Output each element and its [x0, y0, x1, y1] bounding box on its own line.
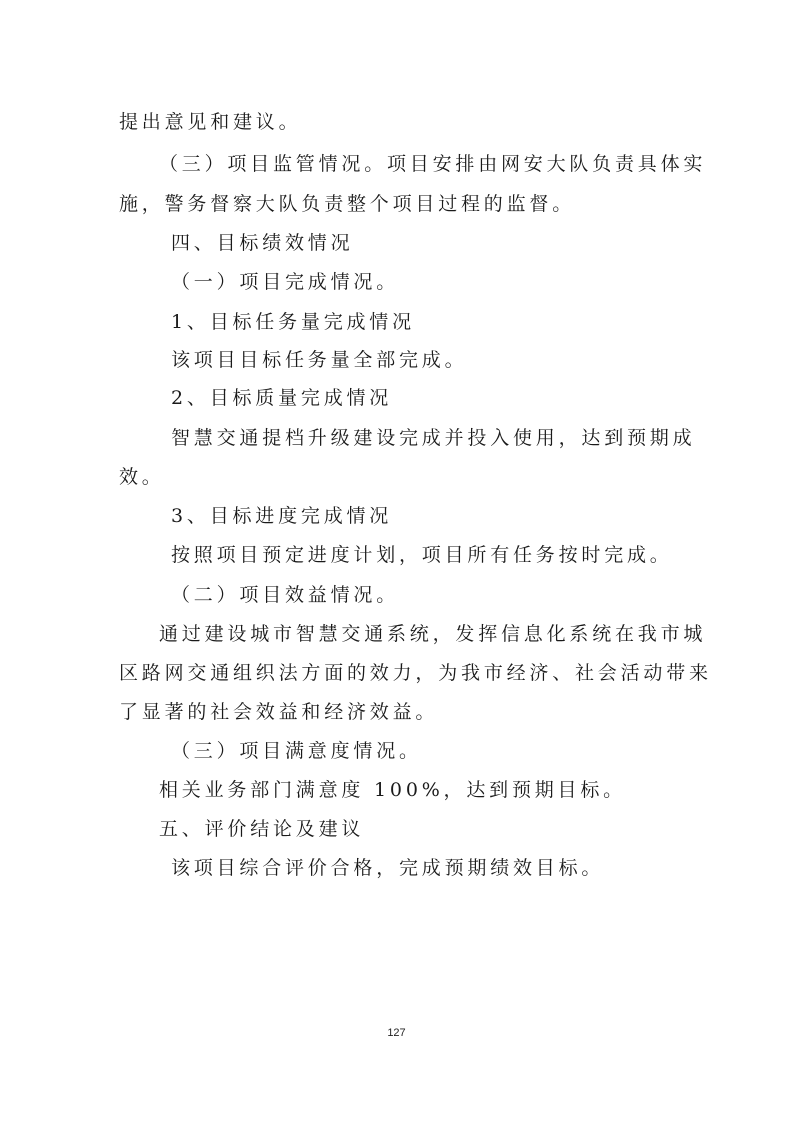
- text-line: 相关业务部门满意度 100%，达到预期目标。: [159, 779, 626, 801]
- numbered-heading: 2、目标质量完成情况: [171, 387, 393, 409]
- text-line: 该项目综合评价合格，完成预期绩效目标。: [171, 857, 605, 879]
- numbered-heading: 1、目标任务量完成情况: [171, 311, 415, 333]
- text-line: 区路网交通组织法方面的效力，为我市经济、社会活动带来: [119, 662, 712, 684]
- section-subheading: （三）项目监管情况。项目安排由网安大队负责具体实: [159, 153, 707, 175]
- text-line: 施，警务督察大队负责整个项目过程的监督。: [119, 193, 576, 215]
- page-number: 127: [387, 1027, 406, 1039]
- section-subheading: （三）项目满意度情况。: [171, 740, 422, 762]
- section-subheading: （一）项目完成情况。: [171, 271, 400, 293]
- section-heading: 五、评价结论及建议: [159, 818, 365, 840]
- text-line: 智慧交通提档升级建设完成并投入使用，达到预期成: [171, 427, 696, 449]
- text-line: 效。: [119, 466, 165, 488]
- text-line: 该项目目标任务量全部完成。: [171, 349, 468, 371]
- section-subheading: （二）项目效益情况。: [171, 584, 400, 606]
- text-line: 提出意见和建议。: [119, 111, 302, 133]
- section-heading: 四、目标绩效情况: [171, 232, 354, 254]
- numbered-heading: 3、目标进度完成情况: [171, 505, 393, 527]
- text-line: 按照项目预定进度计划，项目所有任务按时完成。: [171, 544, 673, 566]
- text-line: 了显著的社会效益和经济效益。: [119, 701, 439, 723]
- text-line: 通过建设城市智慧交通系统，发挥信息化系统在我市城: [159, 623, 707, 645]
